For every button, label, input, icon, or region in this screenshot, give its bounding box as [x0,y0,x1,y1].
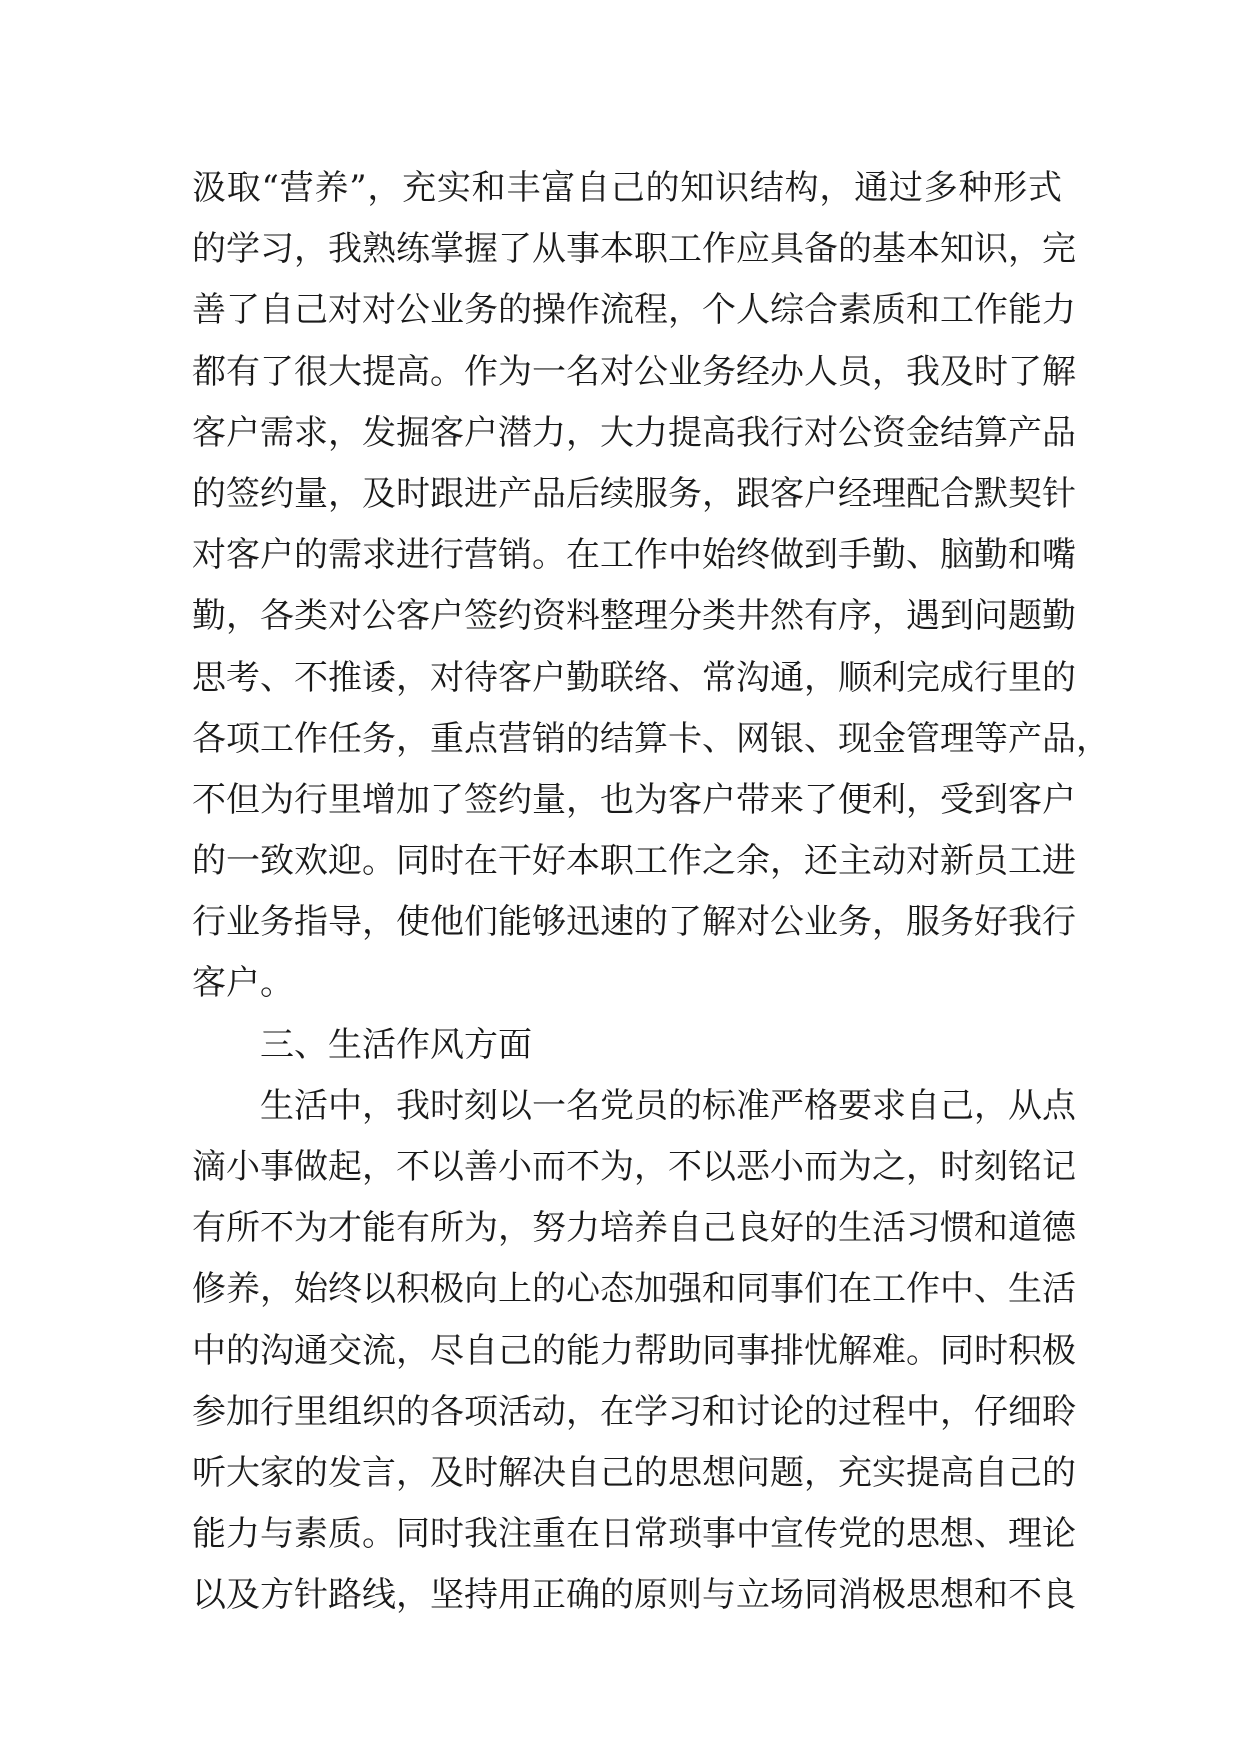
text-line: 生活中，我时刻以一名党员的标准严格要求自己，从点 [260,1085,1076,1126]
document-body [192,158,1110,1627]
text-line: 勤，各类对公客户签约资料整理分类井然有序，遇到问题勤 [192,596,1076,637]
text-line: 滴小事做起，不以善小而不为，不以恶小而为之，时刻铭记 [192,1147,1076,1187]
text-line: 能力与素质。同时我注重在日常琐事中宣传党的思想、理论 [192,1514,1076,1555]
paragraph-work-performance [192,158,1110,1015]
text-line: 客户。 [192,963,294,1004]
text-line: 以及方针路线，坚持用正确的原则与立场同消极思想和不良 [192,1575,1076,1616]
text-line: 各项工作任务，重点营销的结算卡、网银、现金管理等产品， [192,718,1110,759]
text-line: 思考、不推诿，对待客户勤联络、常沟通，顺利完成行里的 [192,657,1076,698]
text-line: 听大家的发言，及时解决自己的思想问题，充实提高自己的 [192,1452,1076,1493]
text-line: 对客户的需求进行营销。在工作中始终做到手勤、脑勤和嘴 [192,535,1076,576]
text-line: 的一致欢迎。同时在干好本职工作之余，还主动对新员工进 [192,841,1076,882]
text-line: 汲取“营养”，充实和丰富自己的知识结构，通过多种形式 [192,168,1062,208]
text-line: 都有了很大提高。作为一名对公业务经办人员，我及时了解 [192,351,1076,392]
text-line: 的学习，我熟练掌握了从事本职工作应具备的基本知识，完 [192,229,1076,270]
text-line: 参加行里组织的各项活动，在学习和讨论的过程中，仔细聆 [192,1391,1076,1432]
text-line: 客户需求，发掘客户潜力，大力提高我行对公资金结算产品 [192,412,1076,453]
text-line: 中的沟通交流，尽自己的能力帮助同事排忧解难。同时积极 [192,1330,1076,1371]
text-line: 不但为行里增加了签约量，也为客户带来了便利，受到客户 [192,779,1076,820]
text-line: 的签约量，及时跟进产品后续服务，跟客户经理配合默契针 [192,473,1076,514]
text-line: 行业务指导，使他们能够迅速的了解对公业务，服务好我行 [192,902,1076,943]
text-line: 修养，始终以积极向上的心态加强和同事们在工作中、生活 [192,1269,1076,1310]
section-heading: 三、生活作风方面 [260,1024,532,1065]
text-line: 有所不为才能有所为，努力培养自己良好的生活习惯和道德 [192,1208,1076,1249]
text-line: 善了自己对对公业务的操作流程，个人综合素质和工作能力 [192,290,1076,331]
paragraph-lifestyle [192,1076,1076,1627]
